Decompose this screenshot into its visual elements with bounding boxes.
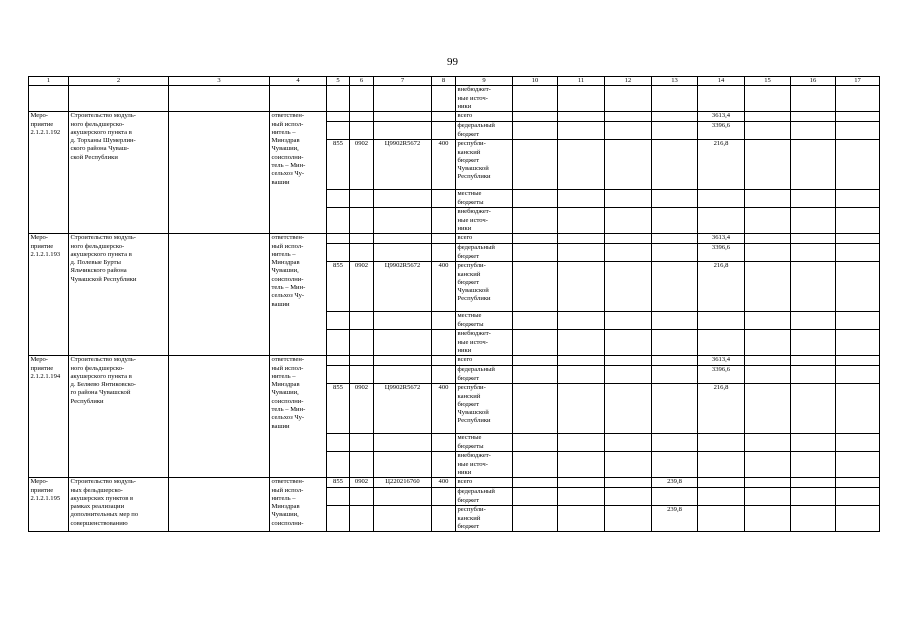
value-cell xyxy=(652,140,698,190)
table-cell xyxy=(605,312,652,330)
code-rzpr-cell: 0902 xyxy=(350,262,374,312)
table-cell xyxy=(791,488,836,506)
table-cell xyxy=(745,86,791,112)
column-header: 6 xyxy=(350,77,374,86)
table-cell xyxy=(327,190,350,208)
table-cell xyxy=(558,86,605,112)
table-cell xyxy=(374,208,432,234)
value-cell: 3396,6 xyxy=(698,244,745,262)
column-header: 13 xyxy=(652,77,698,86)
finance-source-cell: республи- канский бюджет Чувашской Республики xyxy=(456,140,513,190)
table-cell xyxy=(327,208,350,234)
table-cell xyxy=(327,122,350,140)
table-cell xyxy=(432,208,456,234)
table-cell xyxy=(374,366,432,384)
value-cell xyxy=(698,488,745,506)
table-cell xyxy=(169,234,270,356)
table-cell xyxy=(791,244,836,262)
column-header: 12 xyxy=(605,77,652,86)
table-cell xyxy=(350,452,374,478)
code-vr-cell: 400 xyxy=(432,262,456,312)
table-cell xyxy=(513,234,558,244)
table-cell xyxy=(836,244,880,262)
table-cell xyxy=(745,112,791,122)
column-header: 9 xyxy=(456,77,513,86)
table-cell xyxy=(374,190,432,208)
table-cell xyxy=(791,384,836,434)
table-cell xyxy=(836,262,880,312)
finance-source-cell: республи- канский бюджет xyxy=(456,506,513,532)
table-cell xyxy=(327,244,350,262)
measure-id-cell: Меро- приятие 2.1.2.1.193 xyxy=(29,234,69,356)
table-cell xyxy=(605,190,652,208)
table-row xyxy=(29,478,880,488)
value-cell: 216,8 xyxy=(698,262,745,312)
table-cell xyxy=(513,506,558,532)
value-cell: 3396,6 xyxy=(698,366,745,384)
table-cell xyxy=(605,434,652,452)
table-cell xyxy=(558,384,605,434)
value-cell xyxy=(652,312,698,330)
table-cell xyxy=(836,478,880,488)
table-cell xyxy=(745,506,791,532)
table-cell xyxy=(513,478,558,488)
code-grbs-cell: 855 xyxy=(327,140,350,190)
table-cell xyxy=(605,452,652,478)
table-cell xyxy=(791,356,836,366)
table-cell xyxy=(745,478,791,488)
finance-source-cell: федеральный бюджет xyxy=(456,244,513,262)
table-cell xyxy=(327,488,350,506)
table-cell xyxy=(270,86,327,112)
column-header: 8 xyxy=(432,77,456,86)
table-cell xyxy=(432,366,456,384)
measure-id-cell: Меро- приятие 2.1.2.1.194 xyxy=(29,356,69,478)
table-cell xyxy=(836,112,880,122)
table-cell xyxy=(791,478,836,488)
table-cell xyxy=(745,312,791,330)
table-cell xyxy=(350,112,374,122)
table-cell xyxy=(513,366,558,384)
table-row xyxy=(29,356,880,366)
header-row xyxy=(29,77,880,86)
value-cell: 3613,4 xyxy=(698,234,745,244)
column-header: 11 xyxy=(558,77,605,86)
table-cell xyxy=(836,234,880,244)
table-cell xyxy=(791,262,836,312)
code-csr-cell: Ц9902R5672 xyxy=(374,384,432,434)
table-cell xyxy=(432,234,456,244)
value-cell xyxy=(698,190,745,208)
value-cell xyxy=(652,262,698,312)
table-cell xyxy=(605,330,652,356)
code-grbs-cell: 855 xyxy=(327,262,350,312)
table-cell xyxy=(169,86,270,112)
table-cell xyxy=(513,452,558,478)
value-cell xyxy=(698,208,745,234)
table-cell xyxy=(513,244,558,262)
table-cell xyxy=(558,356,605,366)
table-cell xyxy=(791,330,836,356)
code-csr-cell: Ц9902R5672 xyxy=(374,262,432,312)
code-vr-cell: 400 xyxy=(432,478,456,488)
value-cell xyxy=(698,478,745,488)
table-cell xyxy=(432,488,456,506)
table-cell xyxy=(374,488,432,506)
table-cell xyxy=(836,488,880,506)
value-cell xyxy=(652,112,698,122)
table-cell xyxy=(791,434,836,452)
table-cell xyxy=(432,506,456,532)
table-cell xyxy=(350,86,374,112)
table-cell xyxy=(350,234,374,244)
measure-description-cell: Строительство модуль- ного фельдшерско- акушерского пункта в д. Полевые Бурты Яльчикского района Чувашской Республики xyxy=(69,234,169,356)
table-cell xyxy=(374,434,432,452)
table-cell xyxy=(791,234,836,244)
table-cell xyxy=(432,330,456,356)
table-cell xyxy=(745,330,791,356)
measure-description-cell: Строительство модуль- ного фельдшерско- акушерского пункта в д. Беляево Янтиковско- го района Чувашской Республики xyxy=(69,356,169,478)
column-header: 3 xyxy=(169,77,270,86)
table-cell xyxy=(605,140,652,190)
table-cell xyxy=(558,112,605,122)
table-cell xyxy=(350,434,374,452)
table-cell xyxy=(327,452,350,478)
table-cell xyxy=(791,112,836,122)
table-cell xyxy=(69,86,169,112)
column-header: 5 xyxy=(327,77,350,86)
code-grbs-cell: 855 xyxy=(327,384,350,434)
table-cell xyxy=(605,506,652,532)
table-cell xyxy=(374,356,432,366)
table-cell xyxy=(513,190,558,208)
column-header: 2 xyxy=(69,77,169,86)
value-cell xyxy=(698,452,745,478)
table-cell xyxy=(350,366,374,384)
table-cell xyxy=(558,262,605,312)
table-cell xyxy=(374,86,432,112)
table-cell xyxy=(745,122,791,140)
table-cell xyxy=(558,330,605,356)
value-cell: 3613,4 xyxy=(698,356,745,366)
table-cell xyxy=(836,208,880,234)
finance-source-cell: внебюджет- ные источ- ники xyxy=(456,452,513,478)
table-cell xyxy=(513,488,558,506)
table-cell xyxy=(605,356,652,366)
table-cell xyxy=(558,312,605,330)
table-cell xyxy=(605,262,652,312)
table-cell xyxy=(558,452,605,478)
table-cell xyxy=(432,122,456,140)
executor-cell: ответствен- ный испол- нитель – Минздрав Чувашии, соисполни- xyxy=(270,478,327,532)
value-cell xyxy=(652,190,698,208)
table-cell xyxy=(791,506,836,532)
table-body xyxy=(29,77,880,532)
table-cell xyxy=(652,86,698,112)
finance-source-cell: всего xyxy=(456,356,513,366)
table-cell xyxy=(605,244,652,262)
code-grbs-cell: 855 xyxy=(327,478,350,488)
table-row xyxy=(29,234,880,244)
code-vr-cell: 400 xyxy=(432,384,456,434)
table-cell xyxy=(432,452,456,478)
table-cell xyxy=(558,478,605,488)
value-cell xyxy=(652,244,698,262)
table-cell xyxy=(350,190,374,208)
table-cell xyxy=(169,356,270,478)
value-cell xyxy=(652,208,698,234)
table-cell xyxy=(605,366,652,384)
table-cell xyxy=(791,190,836,208)
finance-source-cell: республи- канский бюджет Чувашской Республики xyxy=(456,384,513,434)
table-cell xyxy=(605,488,652,506)
table-cell xyxy=(745,190,791,208)
finance-source-cell: местные бюджеты xyxy=(456,190,513,208)
table-cell xyxy=(558,434,605,452)
value-cell: 3613,4 xyxy=(698,112,745,122)
table-cell xyxy=(836,452,880,478)
value-cell xyxy=(652,330,698,356)
program-table xyxy=(28,76,880,532)
value-cell: 239,8 xyxy=(652,478,698,488)
table-cell xyxy=(432,86,456,112)
table-cell xyxy=(374,506,432,532)
table-cell xyxy=(605,384,652,434)
value-cell xyxy=(652,452,698,478)
value-cell: 239,8 xyxy=(652,506,698,532)
value-cell: 3396,6 xyxy=(698,122,745,140)
table-cell xyxy=(432,312,456,330)
column-header: 16 xyxy=(791,77,836,86)
value-cell: 216,8 xyxy=(698,140,745,190)
page-number: 99 xyxy=(447,56,458,68)
column-header: 7 xyxy=(374,77,432,86)
table-cell xyxy=(605,86,652,112)
table-cell xyxy=(558,488,605,506)
table-cell xyxy=(745,488,791,506)
table-cell xyxy=(513,112,558,122)
table-cell xyxy=(513,122,558,140)
column-header: 1 xyxy=(29,77,69,86)
table-cell xyxy=(350,312,374,330)
finance-source-cell: всего xyxy=(456,112,513,122)
table-cell xyxy=(350,122,374,140)
table-cell xyxy=(836,366,880,384)
value-cell xyxy=(652,356,698,366)
value-cell: 216,8 xyxy=(698,384,745,434)
finance-source-cell: внебюджет- ные источ- ники xyxy=(456,208,513,234)
table-cell xyxy=(558,190,605,208)
table-cell xyxy=(558,122,605,140)
table-cell xyxy=(432,190,456,208)
table-cell xyxy=(605,478,652,488)
table-cell xyxy=(791,122,836,140)
column-header: 14 xyxy=(698,77,745,86)
table-cell xyxy=(350,356,374,366)
table-cell xyxy=(558,244,605,262)
table-cell xyxy=(558,506,605,532)
table-cell xyxy=(29,86,69,112)
table-cell xyxy=(836,190,880,208)
measure-id-cell: Меро- приятие 2.1.2.1.195 xyxy=(29,478,69,532)
table-cell xyxy=(836,506,880,532)
table-cell xyxy=(605,122,652,140)
table-cell xyxy=(836,122,880,140)
column-header: 17 xyxy=(836,77,880,86)
measure-description-cell: Строительство модуль- ных фельдшерско- акушерских пунктов в рамках реализации дополнительных мер по совершенствованию xyxy=(69,478,169,532)
executor-cell: ответствен- ный испол- нитель – Минздрав Чувашии, соисполни- тель – Мин- сельхоз Чу- вашии xyxy=(270,112,327,234)
table-cell xyxy=(513,312,558,330)
table-cell xyxy=(836,312,880,330)
finance-source-cell: республи- канский бюджет Чувашской Республики xyxy=(456,262,513,312)
table-cell xyxy=(745,262,791,312)
table-cell xyxy=(791,208,836,234)
table-cell xyxy=(432,112,456,122)
table-cell xyxy=(513,356,558,366)
table-cell xyxy=(836,356,880,366)
table-cell xyxy=(558,366,605,384)
finance-source-cell: внебюджет- ные источ- ники xyxy=(456,86,513,112)
value-cell xyxy=(698,434,745,452)
table-cell xyxy=(745,140,791,190)
code-vr-cell: 400 xyxy=(432,140,456,190)
executor-cell: ответствен- ный испол- нитель – Минздрав Чувашии, соисполни- тель – Мин- сельхоз Чу- вашии xyxy=(270,356,327,478)
table-cell xyxy=(513,330,558,356)
measure-id-cell: Меро- приятие 2.1.2.1.192 xyxy=(29,112,69,234)
table-cell xyxy=(374,112,432,122)
table-cell xyxy=(836,434,880,452)
table-cell xyxy=(513,262,558,312)
value-cell xyxy=(652,434,698,452)
table-cell xyxy=(350,488,374,506)
finance-source-cell: местные бюджеты xyxy=(456,312,513,330)
table-cell xyxy=(836,384,880,434)
table-cell xyxy=(327,312,350,330)
table-cell xyxy=(791,86,836,112)
value-cell xyxy=(698,312,745,330)
table-cell xyxy=(169,478,270,532)
table-cell xyxy=(745,384,791,434)
table-cell xyxy=(327,506,350,532)
table-cell xyxy=(350,208,374,234)
table-cell xyxy=(836,330,880,356)
value-cell xyxy=(698,506,745,532)
table-cell xyxy=(513,384,558,434)
table-cell xyxy=(327,86,350,112)
table-cell xyxy=(791,452,836,478)
value-cell xyxy=(652,488,698,506)
table-cell xyxy=(605,112,652,122)
table-cell xyxy=(791,140,836,190)
table-cell xyxy=(374,312,432,330)
table-cell xyxy=(327,366,350,384)
table-cell xyxy=(327,330,350,356)
executor-cell: ответствен- ный испол- нитель – Минздрав Чувашии, соисполни- тель – Мин- сельхоз Чу- вашии xyxy=(270,234,327,356)
table-cell xyxy=(350,506,374,532)
table-cell xyxy=(558,208,605,234)
table-cell xyxy=(374,122,432,140)
table-cell xyxy=(836,86,880,112)
table-cell xyxy=(558,234,605,244)
finance-source-cell: федеральный бюджет xyxy=(456,488,513,506)
table-cell xyxy=(513,140,558,190)
column-header: 15 xyxy=(745,77,791,86)
column-header: 4 xyxy=(270,77,327,86)
table-cell xyxy=(374,234,432,244)
table-cell xyxy=(745,356,791,366)
table-cell xyxy=(169,112,270,234)
finance-source-cell: федеральный бюджет xyxy=(456,366,513,384)
code-csr-cell: Ц220216760 xyxy=(374,478,432,488)
table-cell xyxy=(513,86,558,112)
table-cell xyxy=(374,452,432,478)
table-cell xyxy=(432,356,456,366)
value-cell xyxy=(698,330,745,356)
table-cell xyxy=(745,434,791,452)
code-csr-cell: Ц9902R5672 xyxy=(374,140,432,190)
table-cell xyxy=(745,208,791,234)
table-cell xyxy=(791,366,836,384)
table-cell xyxy=(432,244,456,262)
code-rzpr-cell: 0902 xyxy=(350,384,374,434)
finance-source-cell: федеральный бюджет xyxy=(456,122,513,140)
table-cell xyxy=(745,244,791,262)
table-cell xyxy=(327,112,350,122)
table-cell xyxy=(605,208,652,234)
value-cell xyxy=(652,234,698,244)
table-cell xyxy=(513,208,558,234)
table-cell xyxy=(432,434,456,452)
table-cell xyxy=(374,330,432,356)
table-cell xyxy=(558,140,605,190)
finance-source-cell: всего xyxy=(456,234,513,244)
code-rzpr-cell: 0902 xyxy=(350,478,374,488)
code-rzpr-cell: 0902 xyxy=(350,140,374,190)
table-cell xyxy=(745,452,791,478)
table-cell xyxy=(745,366,791,384)
table-cell xyxy=(791,312,836,330)
table-row xyxy=(29,112,880,122)
table-cell xyxy=(327,356,350,366)
finance-source-cell: всего xyxy=(456,478,513,488)
table-cell xyxy=(745,234,791,244)
table-cell xyxy=(327,234,350,244)
table-cell xyxy=(698,86,745,112)
finance-source-cell: внебюджет- ные источ- ники xyxy=(456,330,513,356)
table-cell xyxy=(327,434,350,452)
table-cell xyxy=(350,244,374,262)
table-cell xyxy=(350,330,374,356)
continuation-row xyxy=(29,86,880,112)
table-cell xyxy=(513,434,558,452)
value-cell xyxy=(652,384,698,434)
measure-description-cell: Строительство модуль- ного фельдшерско- акушерского пункта в д. Торханы Шумерлин- ского района Чуваш- ской Республики xyxy=(69,112,169,234)
finance-source-cell: местные бюджеты xyxy=(456,434,513,452)
table-cell xyxy=(605,234,652,244)
value-cell xyxy=(652,122,698,140)
table-cell xyxy=(836,140,880,190)
column-header: 10 xyxy=(513,77,558,86)
value-cell xyxy=(652,366,698,384)
table-cell xyxy=(374,244,432,262)
